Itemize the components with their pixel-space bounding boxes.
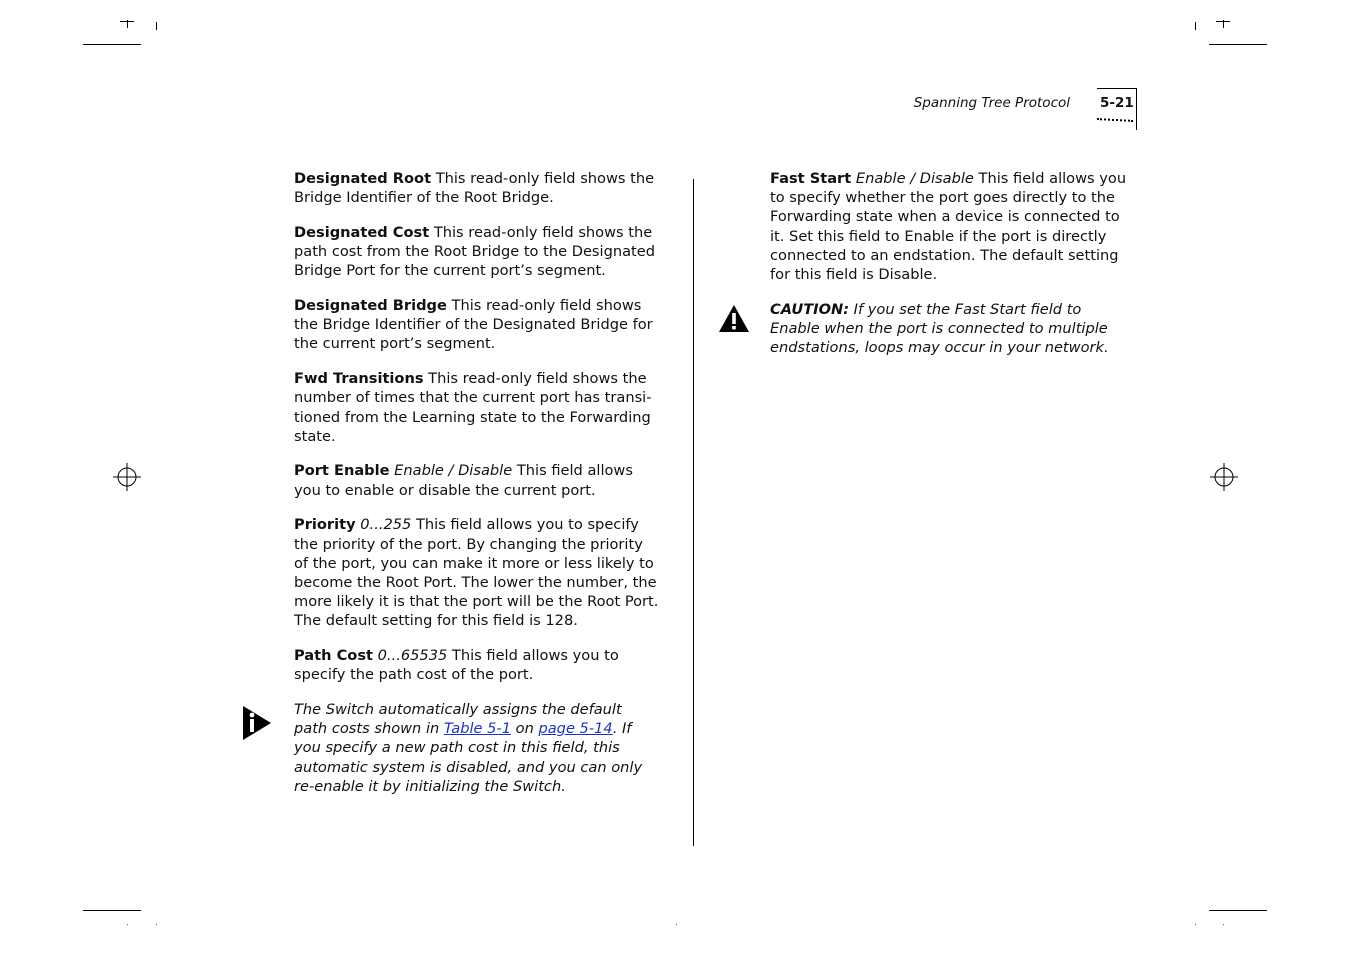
priority-values: 0...255 [355,516,412,534]
page-number: 5-21 [1100,95,1134,111]
crosshair-registration-mark-icon [113,463,141,491]
designated-cost-text: This read-only field shows the path cost from the Root Bridge to the Designated Bridge Port for the current port’s segment. [294,223,656,280]
fwd-transitions-entry [294,369,659,446]
left-column [294,169,659,811]
crop-tick-tr-1 [1195,22,1196,30]
fwd-transitions-term: Fwd Transitions [294,370,424,388]
fast-start-text: This field allows you to specify whether the port goes directly to the Forwarding state when a device is connected to it. Set this field to Enable if the port is directly connected to an endstation. The default setting for this field is Disable. [770,170,1127,284]
fast-start-entry [770,169,1135,284]
crosshair-registration-mark-icon [1210,463,1238,491]
fast-start-term: Fast Start [770,170,852,187]
designated-root-text: This read-only field shows the Bridge Identifier of the Root Bridge. [294,170,655,207]
path-cost-values: 0...65535 [373,647,448,665]
table-5-1-link[interactable]: Table 5-1 [443,720,511,738]
crop-dot-br-1 [1195,924,1196,925]
caution-note [770,300,1135,358]
port-enable-values: Enable / Disable [389,462,513,480]
header-rule-horizontal [1097,88,1137,89]
crop-tick-tl-2 [156,22,157,30]
path-cost-text: This field allows you to specify the path cost of the port. [294,647,619,684]
port-enable-term: Port Enable [294,462,390,480]
right-column [770,169,1135,373]
crop-dot-bm [676,924,677,925]
designated-root-term: Designated Root [294,170,432,187]
caution-text: If you set the Fast Start field to Enable when the port is connected to multiple endstations, loops may occur in your network. [770,300,1109,357]
fast-start-values: Enable / Disable [851,170,974,187]
designated-bridge-text: This read-only field shows the Bridge Identifier of the Designated Bridge for the current port’s segment. [294,297,653,353]
port-enable-text: This field allows you to enable or disable the current port. [294,462,633,499]
caution-label: CAUTION: [770,300,850,318]
crop-mark-top-left [83,44,141,45]
priority-text: This field allows you to specify the priority of the port. By changing the priority of the port, you can make it more or less likely to become the Root Port. The lower the number, the more likely it is that the port will be the Root Port. The default setting for this field is 128. [294,516,659,630]
crop-mark-top-right [1209,44,1267,45]
header-dotted-swoosh [1097,118,1133,122]
crop-mark-bottom-left [83,910,141,911]
note-text-2: on [511,720,539,738]
port-enable-entry [294,461,659,499]
column-divider [693,179,694,846]
fwd-transitions-text: This read-only field shows the number of times that the current port has transitioned from the Learning state to the Forwarding state. [294,370,652,445]
path-cost-entry [294,646,659,684]
info-icon [242,705,272,741]
designated-cost-entry [294,223,659,281]
crop-dot-bl-1 [127,924,128,925]
header-rule-vertical [1136,88,1137,130]
running-title: Spanning Tree Protocol [913,95,1070,111]
crop-dot-br-2 [1223,924,1224,925]
designated-cost-term: Designated Cost [294,223,430,241]
note-text-1: The Switch automatically assigns the default path costs shown in [294,700,622,738]
page-5-14-link[interactable]: page 5-14 [538,720,613,738]
priority-entry [294,515,659,630]
caution-warning-icon [718,304,750,333]
priority-term: Priority [294,516,356,534]
designated-root-entry [294,169,659,207]
note-text-3: . If you specify a new path cost in this field, this automatic system is disabled, and you can only re-enable it by initializing the Switch. [294,720,643,795]
path-cost-term: Path Cost [294,647,373,665]
info-note [294,700,659,796]
designated-bridge-entry [294,296,659,354]
designated-bridge-term: Designated Bridge [294,297,447,315]
crop-dot-bl-2 [156,924,157,925]
crop-mark-bottom-right [1209,910,1267,911]
crop-tick-tl-bar [120,21,134,22]
crop-tick-tr-bar [1216,21,1230,22]
